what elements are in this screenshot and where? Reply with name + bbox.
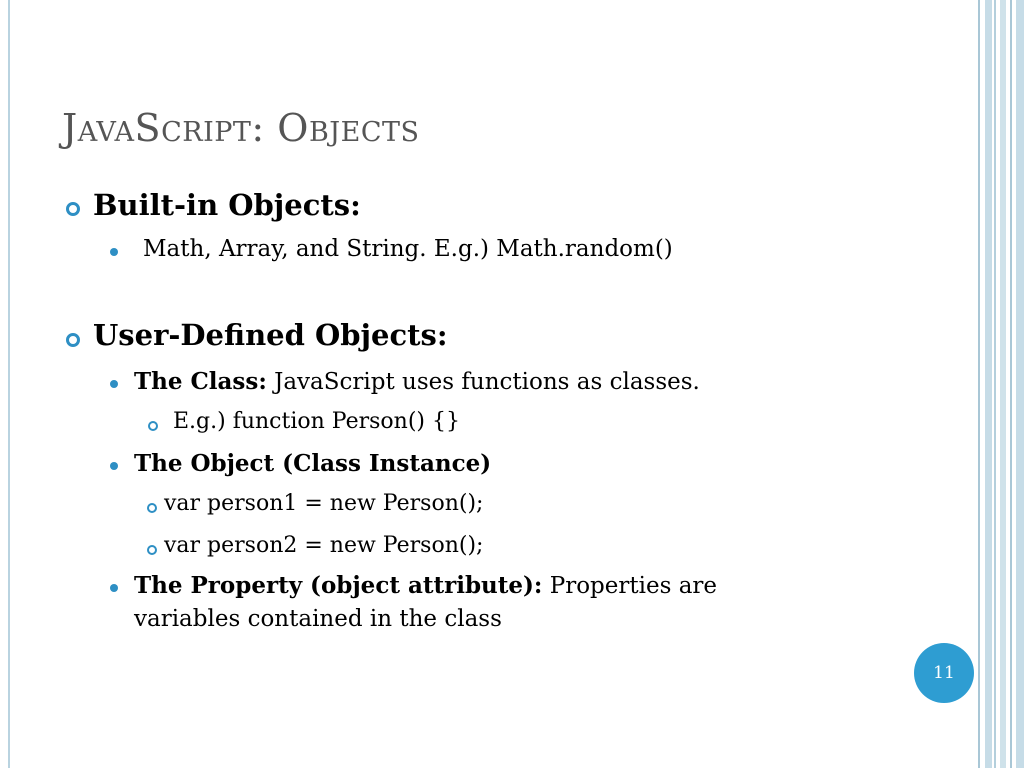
page-number-badge <box>914 643 974 703</box>
dot-bullet-icon <box>110 248 118 256</box>
list-item: Math, Array, and String. E.g.) Math.random() <box>143 236 673 262</box>
sub-list-item: E.g.) function Person() {} <box>173 409 460 434</box>
right-border-line <box>1010 0 1012 768</box>
ring-bullet-icon <box>148 421 158 431</box>
dot-bullet-icon <box>110 584 118 592</box>
right-border-line <box>1016 0 1024 768</box>
item-text: JavaScript uses functions as classes. <box>266 369 700 395</box>
page-number: 11 <box>933 663 955 683</box>
dot-bullet-icon <box>110 462 118 470</box>
left-border-line <box>8 0 10 768</box>
item-bold-label: The Property (object attribute): <box>134 572 543 599</box>
item-text: Properties are <box>542 573 718 599</box>
sub-list-item: var person1 = new Person(); <box>164 491 484 516</box>
sub-list-item: var person2 = new Person(); <box>164 533 484 558</box>
list-item <box>134 450 491 477</box>
right-border-line <box>994 0 996 768</box>
dot-bullet-icon <box>110 380 118 388</box>
ring-bullet-icon <box>66 333 80 347</box>
slide-title: JavaScript: Objects <box>62 106 420 150</box>
list-item <box>134 368 700 395</box>
list-item-continuation: variables contained in the class <box>134 606 502 632</box>
section-heading-builtin: Built-in Objects: <box>93 188 361 222</box>
ring-bullet-icon <box>147 545 157 555</box>
ring-bullet-icon <box>66 202 80 216</box>
section-heading-userdefined: User-Defined Objects: <box>93 318 448 352</box>
item-bold-label: The Object (Class Instance) <box>134 450 492 477</box>
item-bold-label: The Class: <box>134 368 267 395</box>
right-border-line <box>978 0 980 768</box>
list-item <box>134 572 717 599</box>
right-border-line <box>1000 0 1006 768</box>
right-border-line <box>985 0 992 768</box>
ring-bullet-icon <box>147 503 157 513</box>
